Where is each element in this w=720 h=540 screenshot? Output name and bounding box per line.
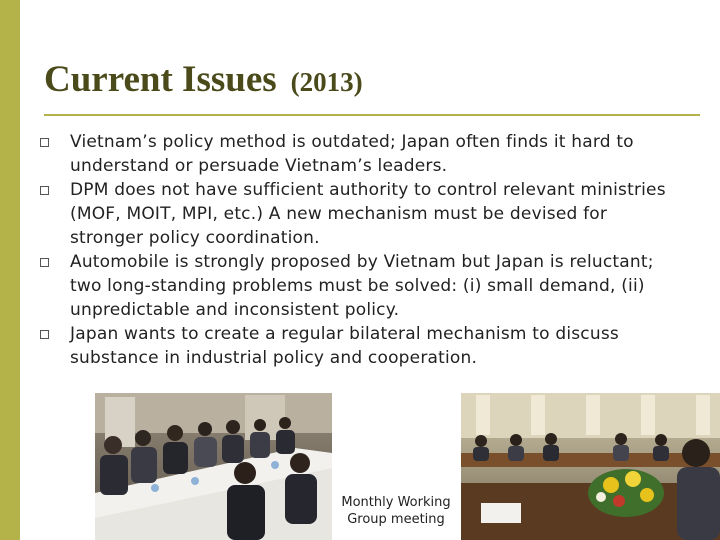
bullet-text: DPM does not have sufficient authority to control relevant ministries (MOF, MOIT, MPI, etc.) A new mechanism must be devised for stronger policy coordination. [70, 180, 666, 248]
caption-line-1: Monthly Working [341, 495, 451, 510]
caption-line-2: Group meeting [347, 512, 445, 527]
bullet-square-icon [40, 258, 49, 267]
bullet-item [40, 250, 680, 322]
title-text: Current Issues [44, 59, 277, 100]
bullet-square-icon [40, 330, 49, 339]
photo-caption [334, 494, 458, 528]
bullet-item [40, 322, 680, 370]
bullet-item [40, 178, 680, 250]
title-year: (2013) [290, 67, 363, 97]
meeting-photo-right-illustration [461, 393, 720, 540]
meeting-photo-left-illustration [95, 393, 332, 540]
bullet-text: Automobile is strongly proposed by Vietnam but Japan is reluctant; two long-standing problems must be solved: (i) small demand, (ii) unpredictable and inconsistent policy. [70, 252, 654, 320]
bullet-square-icon [40, 138, 49, 147]
title-underline [44, 114, 700, 116]
sidebar-accent-bar [0, 0, 20, 540]
bullet-text: Japan wants to create a regular bilateral mechanism to discuss substance in industrial policy and cooperation. [70, 324, 619, 368]
bullet-square-icon [40, 186, 49, 195]
bullet-text: Vietnam’s policy method is outdated; Japan often finds it hard to understand or persuade Vietnam’s leaders. [70, 132, 634, 176]
slide-title [44, 58, 363, 101]
bullet-list [40, 130, 680, 370]
bullet-item [40, 130, 680, 178]
meeting-photo-left [95, 393, 332, 540]
meeting-photo-right [461, 393, 720, 540]
